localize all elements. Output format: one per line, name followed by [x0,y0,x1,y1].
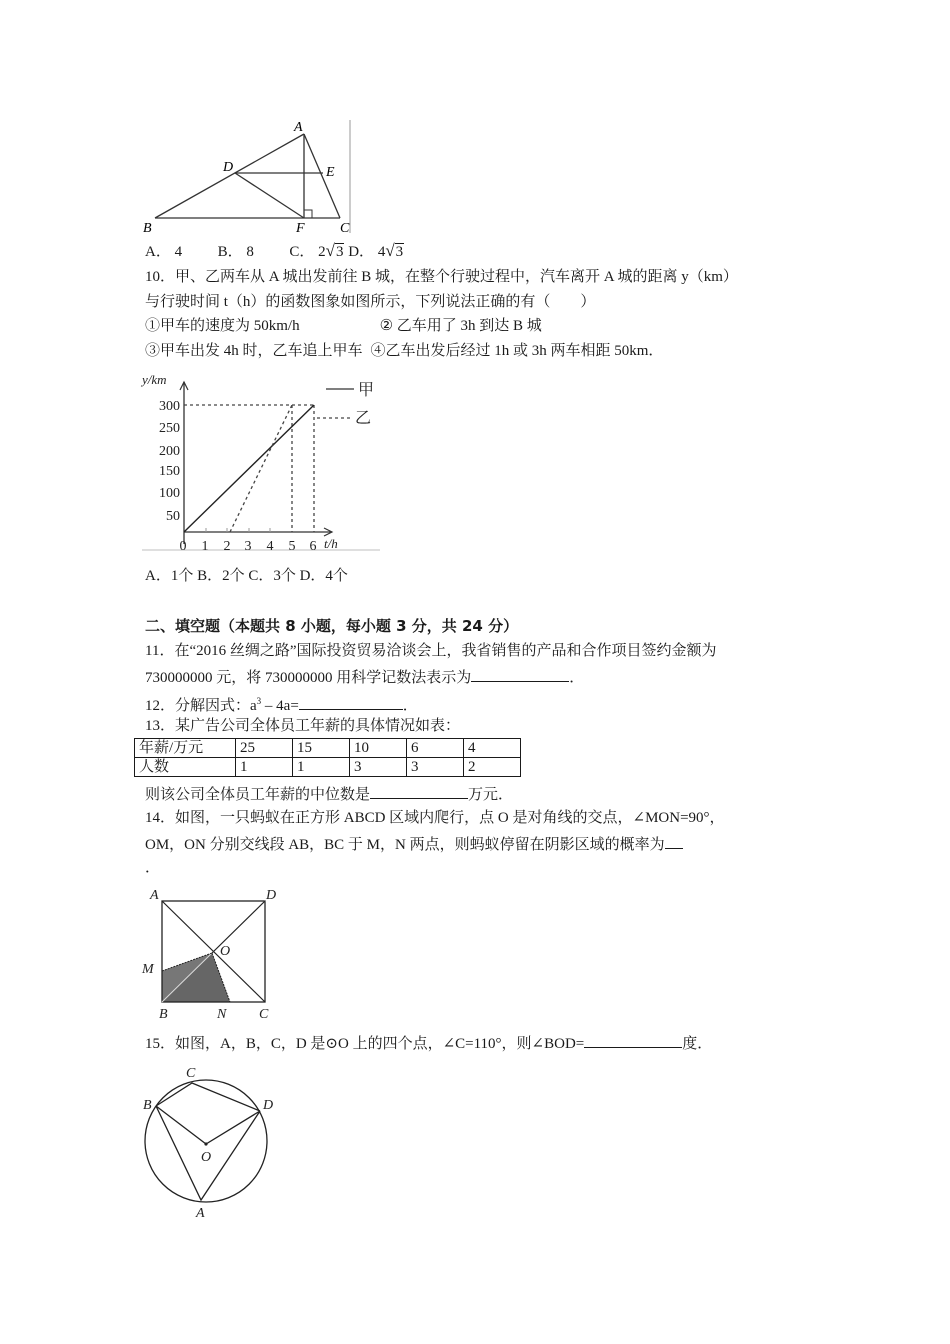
q9-options [145,241,404,262]
svg-text:6: 6 [309,539,317,554]
svg-text:N: N [217,1007,227,1022]
label-B: B [143,221,152,236]
salary-table [134,738,521,777]
q13-answer-blank[interactable] [370,783,468,799]
q12-line: 12．分解因式：$a^3 - 4a=$ ． [145,696,418,714]
q9-option-a: A． 4 [145,244,183,260]
q13-text: 13．某广告公司全体员工年薪的具体情况如表： [145,718,461,734]
table-row: 年薪/万元 25 15 10 6 4 [135,739,521,758]
svg-text:4: 4 [266,539,274,554]
svg-text:D: D [266,888,277,903]
svg-text:2: 2 [223,539,231,554]
q10-statement-1: ①甲车的速度为 50km/h [145,318,300,334]
q9-triangle-figure [140,115,360,237]
q14-line1: 14．如图，一只蚂蚁在正方形 ABCD 区域内爬行，点 O 是对角线的交点，∠MON=90°， [145,810,725,826]
q10-statements-1-2 [145,316,542,336]
q15-line: 15．如图，A，B，C，D 是⊙O 上的四个点，∠C=110°，则∠BOD= 度． [145,1032,712,1054]
q14-square-figure [135,880,295,1025]
y-axis-label: y/km [142,372,167,387]
svg-text:B: B [159,1007,168,1022]
q10-line1: 10．甲、乙两车从 A 城出发前往 B 城，在整个行驶过程中，汽车离开 A 城的距离 y（km） [145,269,738,285]
q10-statement-4: ④乙车出发后经过 1h 或 3h 两车相距 50km． [370,343,664,359]
svg-text:A: A [196,1206,205,1221]
svg-text:O: O [220,944,231,959]
svg-text:0: 0 [179,539,187,554]
q9-option-b: B． 8 [217,244,254,260]
q10-options: A．1个 B．2个 C．3个 D．4个 [145,568,348,584]
row-header: 年薪/万元 [135,739,236,758]
q10-statements-3-4 [145,341,663,361]
label-C: C [340,221,350,236]
q13-after: 则该公司全体员工年薪的中位数是 万元． [145,783,513,805]
label-D: D [223,160,234,175]
svg-text:M: M [142,962,154,977]
svg-text:A: A [150,888,159,903]
svg-text:B: B [143,1098,152,1113]
q10-statement-2: ② 乙车用了 3h 到达 B 城 [379,318,542,334]
row-header: 人数 [135,758,236,777]
q15-circle-figure [135,1055,295,1225]
svg-text:200: 200 [159,444,180,459]
q11-answer-blank[interactable] [471,666,569,682]
section-2-title: 二、填空题（本题共 8 小题，每小题 3 分，共 24 分） [145,617,519,635]
q11-line1: 11．在“2016 丝绸之路”国际投资贸易洽谈会上，我省销售的产品和合作项目签约金额为 [145,643,717,659]
x-axis-label: t/h [324,536,338,551]
q9-option-d: D． 4√3 [348,241,404,260]
table-row: 人数 1 1 3 3 2 [135,758,521,777]
label-A: A [294,120,303,135]
svg-text:乙: 乙 [355,410,372,427]
q10-distance-time-chart [140,368,390,558]
svg-text:5: 5 [288,539,296,554]
svg-text:O: O [201,1150,212,1165]
q15-answer-blank[interactable] [584,1032,682,1048]
svg-text:250: 250 [159,421,180,436]
q14-line2: OM，ON 分别交线段 AB，BC 于 M，N 两点，则蚂蚁停留在阴影区域的概率为 [145,833,683,855]
q10-line2: 与行驶时间 t（h）的函数图象如图所示，下列说法正确的有（ ） [145,294,596,310]
svg-text:3: 3 [244,539,252,554]
svg-text:C: C [186,1066,196,1081]
svg-text:100: 100 [159,486,180,501]
label-E: E [326,165,335,180]
q10-statement-3: ③甲车出发 4h 时，乙车追上甲车 [145,343,363,359]
q9-option-c: C． 2√3 [289,241,344,260]
q11-line2: 730000000 元，将 730000000 用科学记数法表示为 ． [145,666,584,688]
label-F: F [296,221,305,236]
svg-text:1: 1 [201,539,209,554]
svg-text:50: 50 [166,509,180,524]
series-yi-line [230,405,292,532]
svg-text:D: D [263,1098,274,1113]
chart-legend [317,381,374,427]
svg-text:300: 300 [159,399,180,414]
series-jia-line [184,405,314,532]
svg-text:C: C [259,1007,269,1022]
svg-text:150: 150 [159,464,180,479]
q14-line3: ． [145,860,161,876]
q12-answer-blank[interactable] [299,694,403,710]
q14-answer-blank[interactable] [665,833,683,849]
svg-text:甲: 甲 [358,382,375,399]
